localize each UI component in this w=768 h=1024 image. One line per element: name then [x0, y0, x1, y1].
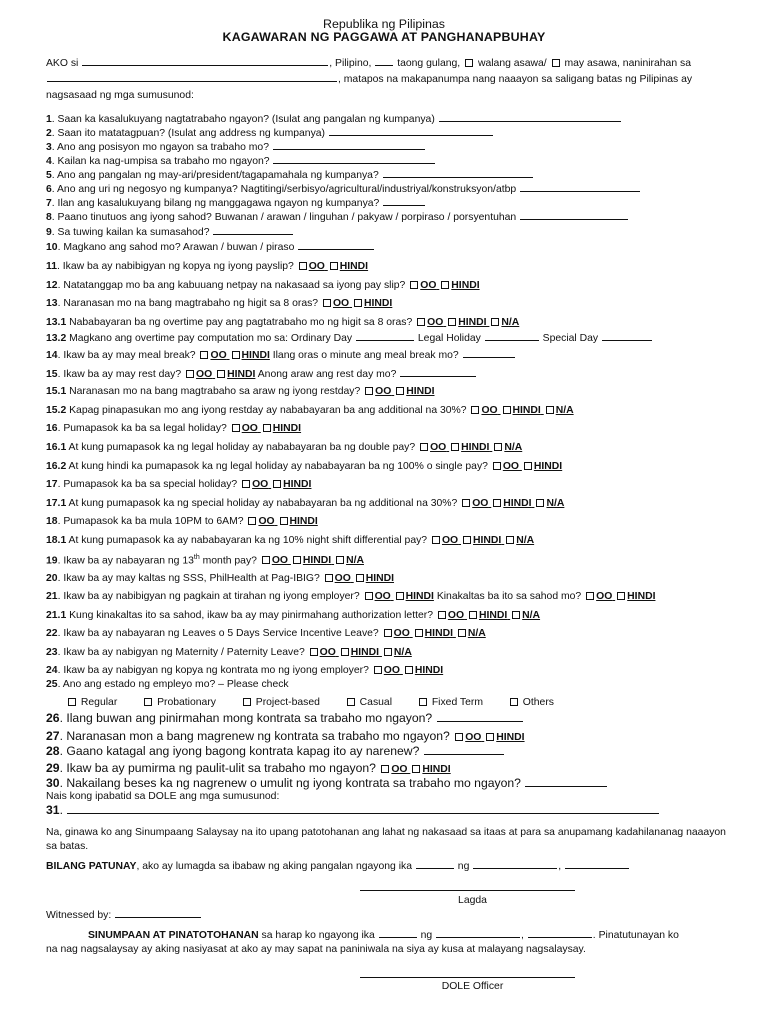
q16-2-hindi-checkbox[interactable] — [524, 462, 532, 470]
taong-gulang-label: taong gulang, — [397, 58, 461, 69]
question-13: 13. Naranasan mo na bang magtrabaho ng higit sa 8 oras? OO HINDI — [46, 298, 393, 309]
q16-1-oo-checkbox[interactable] — [420, 443, 428, 451]
q15-oo-checkbox[interactable] — [186, 370, 194, 378]
q4-answer-field[interactable] — [273, 154, 435, 164]
dole-officer-signature-line[interactable] — [360, 977, 575, 978]
question-22: 22. Ikaw ba ay nabayaran ng Leaves o 5 Days Service Incentive Leave? OO HINDI N/A — [46, 628, 486, 639]
q17-1-hindi-checkbox[interactable] — [493, 499, 501, 507]
q15-2-hindi-checkbox[interactable] — [503, 406, 511, 414]
department-heading: KAGAWARAN NG PAGGAWA AT PANGHANAPBUHAY — [222, 30, 546, 44]
q29-oo-checkbox[interactable] — [381, 765, 389, 773]
q17-hindi-checkbox[interactable] — [273, 480, 281, 488]
q22-na-checkbox[interactable] — [458, 629, 466, 637]
day-field[interactable] — [416, 859, 454, 869]
q23-na-checkbox[interactable] — [384, 648, 392, 656]
nagsasaad-label: nagsasaad ng mga sumusunod: — [46, 90, 194, 101]
q24-oo-checkbox[interactable] — [374, 666, 382, 674]
meal-break-field[interactable] — [463, 348, 515, 358]
sworn-day-field[interactable] — [379, 928, 417, 938]
walang-asawa-checkbox[interactable] — [465, 59, 473, 67]
question-17-1: 17.1 At kung pumapasok ka ng special holiday ay nababayaran ba ng additional na 30%? OO HINDI N/A — [46, 498, 565, 509]
status-others[interactable]: Others — [508, 697, 554, 708]
q13-1-hindi-checkbox[interactable] — [448, 318, 456, 326]
status-regular[interactable]: Regular — [66, 697, 117, 708]
special-day-field[interactable] — [602, 331, 652, 341]
question-18: 18. Pumapasok ka ba mula 10PM to 6AM? OO HINDI — [46, 516, 318, 527]
lagda-label: Lagda — [458, 895, 487, 906]
q16-1-na-checkbox[interactable] — [494, 443, 502, 451]
q7-answer-field[interactable] — [383, 196, 425, 206]
question-21: 21. Ikaw ba ay nabibigyan ng pagkain at tirahan ng iyong employer? OO HINDI Kinakaltas ba ito sa sahod mo? OO HINDI — [46, 591, 656, 602]
q15-hindi-checkbox[interactable] — [217, 370, 225, 378]
question-11: 11. Ikaw ba ay nabibigyan ng kopya ng iyong payslip? OO HINDI — [46, 261, 369, 272]
probationary-checkbox[interactable] — [144, 698, 152, 706]
q17-oo-checkbox[interactable] — [242, 480, 250, 488]
status-probationary[interactable]: Probationary — [142, 697, 216, 708]
question-29: 29. Ikaw ba ay pumirma ng paulit-ulit sa trabaho mo ngayon? OO HINDI — [46, 761, 451, 775]
name-field[interactable] — [82, 56, 328, 66]
status-project-based[interactable]: Project-based — [241, 697, 320, 708]
sinumpaan-paragraph: SINUMPAAN AT PINATOTOHANAN sa harap ko ngayong ika ng , . Pinatutunayan ko na nag nagsalaysay ay aking nasiyasat at ako ay may sapat na paniniwala na siya ay kusa at malayang nagsalaysay. — [46, 930, 679, 955]
q18-oo-checkbox[interactable] — [248, 517, 256, 525]
q6-answer-field[interactable] — [520, 182, 640, 192]
q15-1-oo-checkbox[interactable] — [365, 387, 373, 395]
sworn-month-field[interactable] — [436, 928, 520, 938]
question-6: 6. Ano ang uri ng negosyo ng kumpanya? Nagtitingi/serbisyo/agricultural/industriyal/konstruksyon/atbp — [46, 182, 641, 196]
q13-1-na-checkbox[interactable] — [491, 318, 499, 326]
q22-oo-checkbox[interactable] — [384, 629, 392, 637]
project-based-checkbox[interactable] — [243, 698, 251, 706]
witness-field[interactable] — [115, 908, 201, 918]
question-14: 14. Ikaw ba ay may meal break? OO HINDI Ilang oras o minute ang meal break mo? — [46, 348, 516, 362]
q15-2-oo-checkbox[interactable] — [471, 406, 479, 414]
q11-oo-checkbox[interactable] — [299, 262, 307, 270]
question-4: 4. Kailan ka nag-umpisa sa trabaho mo ngayon? — [46, 154, 436, 168]
question-16: 16. Pumapasok ka ba sa legal holiday? OO HINDI — [46, 423, 302, 434]
nais-kong-ipabatid: Nais kong ipabatid sa DOLE ang mga sumusunod: — [46, 791, 280, 802]
question-13-2: 13.2 Magkano ang overtime pay computation mo sa: Ordinary Day Legal Holiday Special Day — [46, 331, 653, 345]
q21-1-hindi-checkbox[interactable] — [469, 611, 477, 619]
q17-1-oo-checkbox[interactable] — [462, 499, 470, 507]
q21-hindi-checkbox[interactable] — [396, 592, 404, 600]
q5-answer-field[interactable] — [383, 168, 533, 178]
others-checkbox[interactable] — [510, 698, 518, 706]
question-28: 28. Gaano katagal ang iyong bagong kontrata kapag ito ay narenew? — [46, 744, 505, 759]
q18-1-na-checkbox[interactable] — [506, 536, 514, 544]
q30-answer-field[interactable] — [525, 777, 607, 787]
question-19: 19. Ikaw ba ay nabayaran ng 13th month pay? OO HINDI N/A — [46, 554, 364, 567]
question-8: 8. Paano tinutuos ang iyong sahod? Buwanan / arawan / linguhan / pakyaw / porpiraso / porsyentuhan — [46, 210, 629, 224]
question-25: 25. Ano ang estado ng empleyo mo? – Please check — [46, 679, 289, 690]
age-field[interactable] — [375, 56, 393, 66]
q16-oo-checkbox[interactable] — [232, 424, 240, 432]
q16-1-hindi-checkbox[interactable] — [451, 443, 459, 451]
legal-holiday-field[interactable] — [485, 331, 539, 341]
q13-oo-checkbox[interactable] — [323, 299, 331, 307]
q1-answer-field[interactable] — [439, 112, 621, 122]
q14-oo-checkbox[interactable] — [200, 351, 208, 359]
question-12: 12. Natatanggap mo ba ang kabuuang netpay na nakasaad sa iyong pay slip? OO HINDI — [46, 280, 480, 291]
question-15: 15. Ikaw ba ay may rest day? OO HINDI Anong araw ang rest day mo? — [46, 367, 477, 381]
ako-si-label: AKO si — [46, 58, 79, 69]
q14-hindi-checkbox[interactable] — [232, 351, 240, 359]
q18-1-oo-checkbox[interactable] — [432, 536, 440, 544]
witnessed-by: Witnessed by: — [46, 908, 726, 923]
question-20: 20. Ikaw ba ay may kaltas ng SSS, PhilHealth at Pag-IBIG? OO HINDI — [46, 573, 395, 584]
question-15-1: 15.1 Naranasan mo na bang magtrabaho sa araw ng iyong restday? OO HINDI — [46, 386, 435, 397]
republic-heading: Republika ng Pilipinas — [323, 17, 445, 31]
q15-1-hindi-checkbox[interactable] — [396, 387, 404, 395]
employment-status-options — [66, 697, 576, 709]
q13-1-oo-checkbox[interactable] — [417, 318, 425, 326]
question-23: 23. Ikaw ba ay nabigyan ng Maternity / Paternity Leave? OO HINDI N/A — [46, 647, 412, 658]
q16-2-oo-checkbox[interactable] — [493, 462, 501, 470]
q19-hindi-checkbox[interactable] — [293, 556, 301, 564]
q11-hindi-checkbox[interactable] — [330, 262, 338, 270]
question-30: 30. Nakailang beses ka ng nagrenew o umulit ng iyong kontrata sa trabaho mo ngayon? — [46, 776, 608, 791]
q21-1-na-checkbox[interactable] — [512, 611, 520, 619]
q21-1-oo-checkbox[interactable] — [438, 611, 446, 619]
question-2: 2. Saan ito matatagpuan? (Isulat ang address ng kumpanya) — [46, 126, 494, 140]
question-10: 10. Magkano ang sahod mo? Arawan / buwan / piraso — [46, 240, 375, 254]
question-5: 5. Ano ang pangalan ng may-ari/president/tagapamahala ng kumpanya? — [46, 168, 534, 182]
q23-hindi-checkbox[interactable] — [341, 648, 349, 656]
q22-hindi-checkbox[interactable] — [415, 629, 423, 637]
question-17: 17. Pumapasok ka ba sa special holiday? OO HINDI — [46, 479, 312, 490]
q23-oo-checkbox[interactable] — [310, 648, 318, 656]
may-asawa-label: may asawa, naninirahan sa — [564, 58, 691, 69]
matapos-label: , matapos na makapanumpa nang naaayon sa saligang batas ng Pilipinas ay — [338, 74, 693, 85]
walang-asawa-label: walang asawa/ — [477, 58, 547, 69]
q26-answer-field[interactable] — [437, 712, 523, 722]
q28-answer-field[interactable] — [424, 745, 504, 755]
question-26: 26. Ilang buwan ang pinirmahan mong kontrata sa trabaho mo ngayon? — [46, 711, 524, 726]
may-asawa-checkbox[interactable] — [552, 59, 560, 67]
pilipino-label: , Pilipino, — [329, 58, 372, 69]
year-field[interactable] — [565, 859, 629, 869]
q15-2-na-checkbox[interactable] — [546, 406, 554, 414]
q21-deduct-hindi-checkbox[interactable] — [617, 592, 625, 600]
sworn-year-field[interactable] — [528, 928, 592, 938]
question-9: 9. Sa tuwing kailan ka sumasahod? — [46, 225, 294, 239]
q29-hindi-checkbox[interactable] — [412, 765, 420, 773]
casual-checkbox[interactable] — [347, 698, 355, 706]
address-field[interactable] — [47, 72, 337, 82]
q9-answer-field[interactable] — [213, 225, 293, 235]
question-3: 3. Ano ang posisyon mo ngayon sa trabaho mo? — [46, 140, 426, 154]
q27-hindi-checkbox[interactable] — [486, 733, 494, 741]
q24-hindi-checkbox[interactable] — [405, 666, 413, 674]
question-27: 27. Naranasan mon a bang magrenew ng kontrata sa trabaho mo ngayon? OO HINDI — [46, 729, 525, 743]
q19-na-checkbox[interactable] — [336, 556, 344, 564]
q8-answer-field[interactable] — [520, 210, 628, 220]
question-15-2: 15.2 Kapag pinapasukan mo ang iyong restday ay nababayaran ba ang additional na 30%? OO HINDI N/A — [46, 405, 574, 416]
ordinary-day-field[interactable] — [356, 331, 414, 341]
regular-checkbox[interactable] — [68, 698, 76, 706]
question-24: 24. Ikaw ba ay nabigyan ng kopya ng kontrata mo ng iyong employer? OO HINDI — [46, 665, 444, 676]
month-field[interactable] — [473, 859, 557, 869]
q18-hindi-checkbox[interactable] — [280, 517, 288, 525]
question-13-1: 13.1 Nababayaran ba ng overtime pay ang pagtatrabaho mo ng higit sa 8 oras? OO HINDI N/A — [46, 317, 520, 328]
q2-answer-field[interactable] — [329, 126, 493, 136]
closing-statement: Na, ginawa ko ang Sinumpaang Salaysay na ito upang patotohanan ang lahat ng nakasaad sa itaas at para sa anupamang kadahilananag naaayon sa batas. — [46, 827, 726, 852]
q12-oo-checkbox[interactable] — [410, 281, 418, 289]
q17-1-na-checkbox[interactable] — [536, 499, 544, 507]
question-1: 1. Saan ka kasalukuyang nagtatrabaho ngayon? (Isulat ang pangalan ng kumpanya) — [46, 112, 622, 126]
q31-answer-field[interactable] — [67, 804, 659, 814]
question-21-1: 21.1 Kung kinakaltas ito sa sahod, ikaw ba ay may pinirmahang authorization letter? OO HINDI N/A — [46, 610, 541, 621]
q12-hindi-checkbox[interactable] — [441, 281, 449, 289]
q27-oo-checkbox[interactable] — [455, 733, 463, 741]
question-16-2: 16.2 At kung hindi ka pumapasok ka ng legal holiday ay nababayaran ba ng 100% o single pay? OO HINDI — [46, 461, 563, 472]
dole-officer-label: DOLE Officer — [441, 981, 504, 992]
status-fixed-term[interactable]: Fixed Term — [417, 697, 483, 708]
bilang-patunay: BILANG PATUNAY, ako ay lumagda sa ibabaw ng aking pangalan ngayong ika ng , — [46, 859, 726, 874]
q20-oo-checkbox[interactable] — [325, 574, 333, 582]
q20-hindi-checkbox[interactable] — [356, 574, 364, 582]
q21-deduct-oo-checkbox[interactable] — [586, 592, 594, 600]
q10-answer-field[interactable] — [298, 240, 374, 250]
q18-1-hindi-checkbox[interactable] — [463, 536, 471, 544]
intro-paragraph — [46, 56, 726, 104]
question-18-1: 18.1 At kung pumapasok ka ay nababayaran ka ng 10% night shift differential pay? OO HINDI N/A — [46, 535, 535, 546]
question-31: 31. — [46, 803, 660, 818]
fixed-term-checkbox[interactable] — [419, 698, 427, 706]
question-16-1: 16.1 At kung pumapasok ka ng legal holiday ay nababayaran ba ng double pay? OO HINDI N/A — [46, 442, 523, 453]
q3-answer-field[interactable] — [273, 140, 425, 150]
status-casual[interactable]: Casual — [345, 697, 392, 708]
signature-line[interactable] — [360, 890, 575, 891]
q16-hindi-checkbox[interactable] — [263, 424, 271, 432]
question-7: 7. Ilan ang kasalukuyang bilang ng manggagawa ngayon ng kumpanya? — [46, 196, 426, 210]
q13-hindi-checkbox[interactable] — [354, 299, 362, 307]
q21-oo-checkbox[interactable] — [365, 592, 373, 600]
rest-day-field[interactable] — [400, 367, 476, 377]
q19-oo-checkbox[interactable] — [262, 556, 270, 564]
